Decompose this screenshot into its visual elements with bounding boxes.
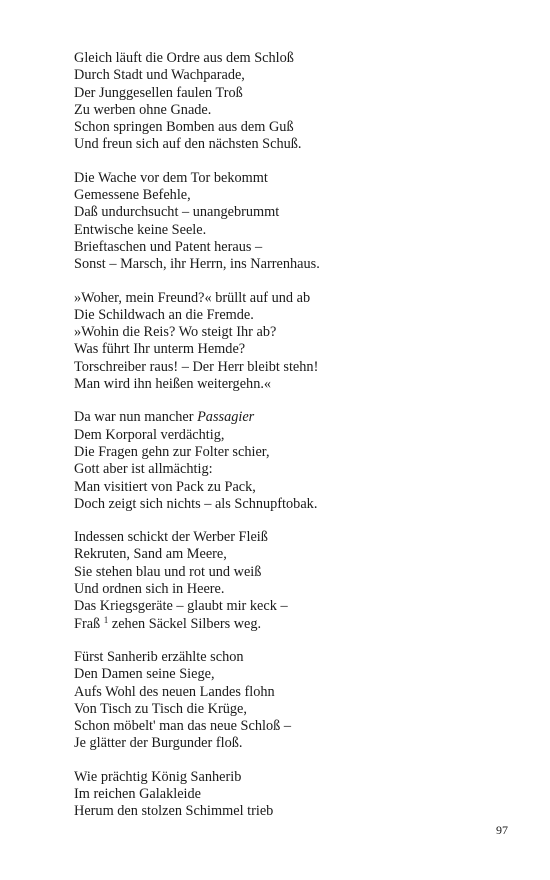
line-text: Doch zeigt sich nichts – als Schnupftobak. xyxy=(74,495,318,512)
poem-line xyxy=(74,786,514,803)
line-text: Sonst – Marsch, ihr Herrn, ins Narrenhaus. xyxy=(74,256,320,273)
line-text: »Woher, mein Freund?« brüllt auf und ab xyxy=(74,289,311,306)
poem-line xyxy=(74,718,514,735)
line-text: »Wohin die Reis? Wo steigt Ihr ab? xyxy=(74,324,277,341)
line-text: Den Damen seine Siege, xyxy=(74,666,215,683)
poem-line xyxy=(74,204,514,221)
poem-line xyxy=(74,546,514,563)
poem-line xyxy=(74,684,514,701)
line-text: Torschreiber raus! – Der Herr bleibt stehn! xyxy=(74,358,319,375)
page-number: 97 xyxy=(496,823,508,837)
stanza xyxy=(74,769,514,821)
line-text: Was führt Ihr unterm Hemde? xyxy=(74,341,246,358)
stanza xyxy=(74,409,514,513)
line-text: Fürst Sanherib erzählte schon xyxy=(74,648,244,665)
stanza xyxy=(74,50,514,154)
line-text: Aufs Wohl des neuen Landes flohn xyxy=(74,683,275,700)
poem-line xyxy=(74,496,514,513)
line-text: Man visitiert von Pack zu Pack, xyxy=(74,478,256,495)
line-text: Die Wache vor dem Tor bekommt xyxy=(74,169,268,186)
line-text: Schon möbelt' man das neue Schloß – xyxy=(74,718,291,735)
stanza xyxy=(74,170,514,274)
poem-line xyxy=(74,409,514,426)
line-text: Dem Korporal verdächtig, xyxy=(74,426,225,443)
poem-line xyxy=(74,307,514,324)
poem-body xyxy=(74,50,514,837)
line-text: Herum den stolzen Schimmel trieb xyxy=(74,803,274,820)
stanza xyxy=(74,529,514,633)
poem-line xyxy=(74,616,514,633)
poem-line xyxy=(74,239,514,256)
line-text: Wie prächtig König Sanherib xyxy=(74,768,242,785)
poem-line xyxy=(74,701,514,718)
italic-word: Passagier xyxy=(197,409,255,426)
line-text: Und ordnen sich in Heere. xyxy=(74,581,225,598)
line-text: Brieftaschen und Patent heraus – xyxy=(74,238,263,255)
stanza xyxy=(74,290,514,394)
line-text: Von Tisch zu Tisch die Krüge, xyxy=(74,700,247,717)
poem-line xyxy=(74,222,514,239)
line-text: Der Junggesellen faulen Troß xyxy=(74,84,243,101)
poem-line xyxy=(74,170,514,187)
line-text: Sie stehen blau und rot und weiß xyxy=(74,563,262,580)
poem-line xyxy=(74,290,514,307)
line-text: Man wird ihn heißen weitergehn.« xyxy=(74,376,272,393)
poem-line xyxy=(74,119,514,136)
poem-line xyxy=(74,359,514,376)
poem-line xyxy=(74,666,514,683)
line-text: Durch Stadt und Wachparade, xyxy=(74,67,245,84)
line-text: Daß undurchsucht – unangebrummt xyxy=(74,204,280,221)
poem-line xyxy=(74,85,514,102)
line-text: Je glätter der Burgunder floß. xyxy=(74,735,243,752)
poem-line xyxy=(74,564,514,581)
poem-line xyxy=(74,479,514,496)
poem-line xyxy=(74,598,514,615)
poem-line xyxy=(74,376,514,393)
line-text: Schon springen Bomben aus dem Guß xyxy=(74,119,294,136)
poem-line xyxy=(74,529,514,546)
line-text-continuation: zehen Säckel Silbers weg. xyxy=(108,615,262,632)
line-text: Da war nun mancher xyxy=(74,409,198,426)
poem-line xyxy=(74,324,514,341)
line-text: Das Kriegsgeräte – glaubt mir keck – xyxy=(74,598,288,615)
poem-line xyxy=(74,444,514,461)
line-text: Die Schildwach an die Fremde. xyxy=(74,306,254,323)
poem-line xyxy=(74,256,514,273)
poem-line xyxy=(74,769,514,786)
poem-line xyxy=(74,102,514,119)
poem-line xyxy=(74,735,514,752)
poem-line xyxy=(74,803,514,820)
poem-line xyxy=(74,581,514,598)
line-text: Rekruten, Sand am Meere, xyxy=(74,546,227,563)
line-text: Gleich läuft die Ordre aus dem Schloß xyxy=(74,50,294,66)
line-text: Gott aber ist allmächtig: xyxy=(74,461,213,478)
line-text: Im reichen Galakleide xyxy=(74,785,202,802)
line-text: Entwische keine Seele. xyxy=(74,221,207,238)
line-text: Zu werben ohne Gnade. xyxy=(74,101,212,118)
line-text: Gemessene Befehle, xyxy=(74,187,191,204)
poem-line xyxy=(74,649,514,666)
line-text: Und freun sich auf den nächsten Schuß. xyxy=(74,136,302,153)
poem-line xyxy=(74,67,514,84)
stanza xyxy=(74,649,514,753)
line-text: Fraß xyxy=(74,615,104,632)
poem-line xyxy=(74,461,514,478)
footnote-marker: 1 xyxy=(103,614,109,625)
poem-line xyxy=(74,187,514,204)
line-text: Indessen schickt der Werber Fleiß xyxy=(74,529,268,546)
poem-line xyxy=(74,341,514,358)
poem-line xyxy=(74,427,514,444)
line-text: Die Fragen gehn zur Folter schier, xyxy=(74,443,270,460)
poem-line xyxy=(74,50,514,67)
poem-line xyxy=(74,136,514,153)
